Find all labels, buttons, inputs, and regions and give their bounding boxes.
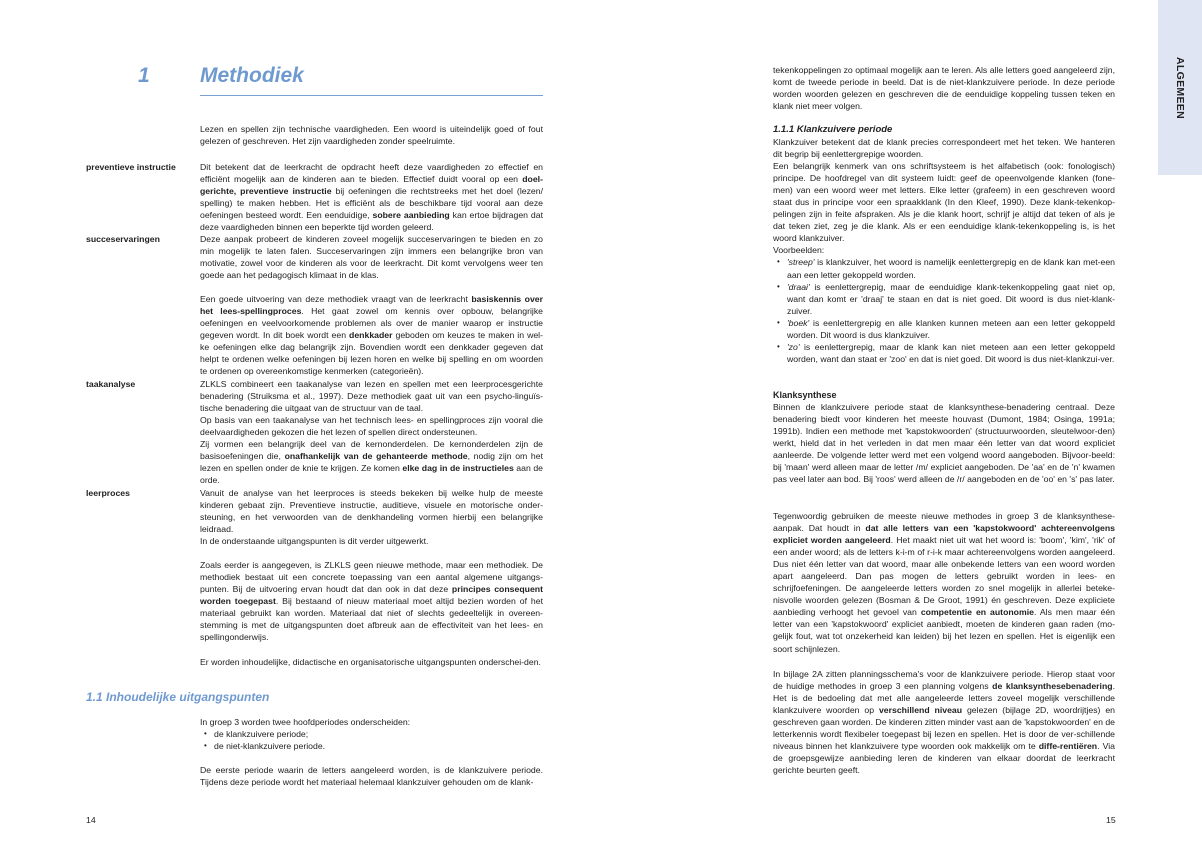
examples-list [773,256,1115,364]
margin-label-taakanalyse: taakanalyse [86,379,136,389]
section-tab-label: ALGEMEEN [1174,57,1186,119]
text-run: aan de orde. [200,463,543,486]
period-item: • de klankzuivere periode; [200,728,543,740]
margin-label-preventieve-instructie: preventieve instructie [86,162,176,172]
bold-phrase: principes consequent worden toegepast [200,584,543,607]
text-run: Tegenwoordig gebruiken de meeste nieuwe methodes in groep 3 de klanksynthese-aanpak. Dat houdt in [773,511,1115,534]
leerproces-paragraph [200,487,543,535]
example-item [773,317,1115,341]
subheading-1-1-1: 1.1.1 Klankzuivere periode [773,124,893,135]
bold-phrase: onafhankelijk van de gehanteerde methode [284,451,468,462]
bold-phrase: dat alle letters van een 'kapstokwoord' achtereenvolgens expliciet worden aangeleerd [773,523,1115,546]
klankzuiver-paragraph-1: Klankzuiver betekent dat de klank precies correspondeert met het teken. We hanteren dit begrip bij eenlettergrepige woorden. [773,137,1115,160]
text-run: kan ertoe bijdragen dat deze vaardigheden binnen een beperkte tijd worden geleerd. [200,210,543,233]
bold-phrase: competentie en autonomie [920,607,1034,618]
example-text: is eenlettergrepig, maar de eenduidige klank-tekenkoppeling gaat niet op, want dan komt er 'draaj' te staan en dat is niet goed. Dit woord is dus niet-klank-zuiver. [787,281,1115,316]
text-run: Vanuit de analyse van het leerproces is steeds bekeken bij welke hulp de meeste kinderen gebaat zijn. Preventieve instructie, auditieve, visuele en motorische onder-steuning, en het verwoorden van de denkhandeling vormen hierbij een belangrijke leidraad. [200,488,543,535]
example-item [773,281,1115,317]
bold-phrase: basiskennis over het lees-spellingproces [200,294,543,317]
example-text: is eenlettergrepig, maar de klank kan niet meteen aan een letter gekoppeld worden, want dan staat er 'zoo' en dat is niet goed. Dit woord is dus niet-klankzui-ver. [787,341,1115,364]
text-run: bij oefeningen die rechtstreeks met het doel (lezen/ spelling) te maken hebben. Het is efficiënt als de beschikbare tijd vooral aan deze oefeningen besteed wordt. Een eenduidige, [200,186,544,221]
continuation-paragraph: tekenkoppelingen zo optimaal mogelijk aan te leren. Als alle letters goed aangeleerd zijn, komt de tweede periode in beeld. Dat is de niet-klankzuivere periode. In deze periode worden woorden gelezen en geschreven die de eenduidige koppeling tussen teken en klank niet meer volgen. [773,65,1115,112]
paragraph-succeservaringen [200,233,543,281]
margin-label-leerproces: leerproces [86,488,130,498]
example-item [773,256,1115,280]
klanksynthese-paragraph-3 [773,668,1115,776]
closing-paragraph: De eerste periode waarin de letters aangeleerd worden, is de klankzuivere periode. Tijdens deze periode wordt het materiaal helemaal klankzuiver gehouden om de klank- [200,765,543,788]
text-run: Zoals eerder is aangegeven, is ZLKLS geen nieuwe methode, maar een methodiek. De methodiek bestaat uit een concrete toepassing van een aantal algemene uitgangs-punten. Bij de uitvoering ervan houdt dat dan ook in dat deze [200,560,543,595]
text-run: Dit betekent dat de leerkracht de opdracht heeft deze vaardigheden zo effectief en efficiënt mogelijk aan de kinderen aan te bieden. Effectief duidt vooral op een [200,162,543,185]
text-run: In de onderstaande uitgangspunten is dit verder uitgewerkt. [200,536,429,547]
section-heading-1-1: 1.1 Inhoudelijke uitgangspunten [86,690,270,704]
bold-phrase: doel-gerichte, preventieve instructie [200,174,543,197]
text-run: gelezen (bijlage 2D, woordrijtjes) en geschreven gaan worden. De kinderen zitten minder vast aan de 'kapstokwoorden' en de letterkennis wordt flexibeler toegepast bij lezen en spellen. Het is door de ver-schillende niveaus binnen het klankzuivere type woorden ook makkelijk om te [773,705,1115,752]
text-run: Op basis van een taakanalyse van het technisch lees- en spellingproces zijn vooral die deelvaardigheden gekozen die het lezen of spellen direct ondersteunen. [200,415,543,438]
text-run: ZLKLS combineert een taakanalyse van lezen en spellen met een leerprocesgerichte benadering (Struiksma et al., 1997). Deze methodiek gaat uit van een psycho-linguïs-tische benadering die uitgaat van de structuur van de taal. [200,379,543,414]
chapter-title: Methodiek [200,64,304,87]
bold-phrase: verschillend niveau [878,705,963,716]
text-run: . Het is de bedoeling dat met alle aangeleerde letters zoveel mogelijk verschillende klankzuivere woorden op [773,681,1115,716]
text-run: Een goede uitvoering van deze methodiek vraagt van de leerkracht [200,294,472,304]
text-run: , nodig zijn om het lezen en spellen onder de knie te krijgen. Ze komen [200,451,543,474]
bold-phrase: sobere aanbieding [372,210,450,221]
periods-block [200,716,543,752]
klankzuiver-paragraph-2: Een belangrijk kenmerk van ons schriftsysteem is het alfabetisch (ook: fonologisch) principe. De hoofdregel van dit systeem luidt: geef de opeenvolgende klanken (fone-men) van een woord weer met letters. Elke letter (grafeem) in een geschreven woord staat dus in principe voor een spraakklank (In den Kleef, 1990). Deze klank-tekenkop-pelingen zijn in feite afspraken. Als je die klank hoort, schrijf je altijd dat teken of als je dat teken ziet, zeg je die klank. Als er een eenduidige klank-tekenkoppeling is, is het woord klankzuiver. [773,161,1115,244]
text-run: . Via de groepsgewijze aanbieding leren de kinderen van elkaar doordat de leerkracht gerichte beurten geeft. [773,741,1115,776]
text-run: . Als men maar één letter van een 'kapstokwoord' expliciet aanbiedt, moeten de kinderen gaan raden (mo-gelijk fout, wat tot onzekerheid kan leiden) bij het lezen en spellen. Het is eigenlijk een soort schijnlezen. [773,607,1115,654]
bold-phrase: denkkader [349,330,393,341]
example-word: 'streep' [787,257,815,268]
periods-intro: In groep 3 worden twee hoofdperiodes onderscheiden: [200,717,411,727]
periods-list [200,728,543,752]
taakanalyse-paragraph [200,414,543,438]
example-word: 'draai' [787,281,810,292]
taakanalyse-paragraph [200,438,543,486]
intro-paragraph: Lezen en spellen zijn technische vaardigheden. Een woord is uiteindelijk goed of fout gelezen of geschreven. Het zijn vaardigheden zonder speelruimte. [200,124,543,147]
text-run: geboden om keuzes te maken in wel-ke oefeningen elke dag belangrijk zijn. Bovendien wordt een denkkader gegeven dat helpt te ordenen welke oefeningen bij lezen horen en welke bij spelling en om woorden te ordenen op overeenkomstige kenmerken (categorieën). [200,330,543,377]
example-word: 'zo' [787,341,800,352]
taakanalyse-paragraph [200,378,543,414]
text-run: . Het maakt niet uit wat het woord is: 'boom', 'kim', 'rik' of een ander woord; als de letters k-i-m of r-i-k maar achtereenvolgens worden aangeleerd. Dus niet één letter van dat woord, maar alle onbekende letters van een woord worden apart aangeleerd. Dan pas mogen de letters gebruikt worden in lees- en schrijfoefeningen. De aangeleerde letters worden zo snel mogelijk in allerlei beteke-nisvolle woorden gelezen (Bosman & De Groot, 1991) én geschreven. Deze expliciete aanbieding verhoogt het gevoel van [773,535,1115,618]
klanksynthese-paragraph-1: Binnen de klankzuivere periode staat de klanksynthese-benadering centraal. Deze benadering biedt voor kinderen het meeste houvast (Dumont, 1984; Osinga, 1991a; 1991b). Indien een methode met 'kapstokwoorden' (structuurwoorden, sleutelwoor-den) werkt, hield dat in het verleden in dat men maar één letter van dat woord expliciet aanleerde. De volgende letter werd met een volgend woord aangeboden. Bijvoor-beeld: bij 'maan' werd alleen maar de letter /m/ expliciet aangeboden. De 'aa' en de 'n' kwamen pas veel later aan bod. Bij 'roos' werd alleen de /r/ aangeboden en de 'oo' en 's' pas later. [773,402,1115,485]
klanksynthese-paragraph-2 [773,510,1115,655]
bold-phrase: elke dag in de instructieles [402,463,514,474]
klankzuiver-block [773,136,1115,365]
margin-label-succeservaringen: succeservaringen [86,234,160,244]
page-number-left: 14 [86,815,96,825]
paragraph-methodiek-uitgangspunten [200,559,543,643]
leerproces-paragraph [200,535,543,547]
chapter-number: 1 [138,64,150,87]
example-word: 'boek' [787,317,810,328]
klanksynthese-heading: Klanksynthese [773,390,837,400]
example-item [773,341,1115,365]
text-run: Deze aanpak probeert de kinderen zoveel mogelijk succeservaringen te bieden en zo min mogelijk te laten falen. Succeservaringen zijn immers een belangrijke bron van motivatie, zowel voor de kinderen als voor de leerkracht. Dit komt vervolgens weer ten goede aan het pedagogisch klimaat in de klas. [200,234,543,281]
examples-label: Voorbeelden: [773,245,825,256]
text-run: . Bij bestaand of nieuw materiaal moet altijd bezien worden of het materiaal gebruikt kan worden. Materiaal dat niet of slechts gedeeltelijk in overeen-stemming is met de uitgangspunten doet afbreuk aan de effectiviteit van het lees- en spellingonderwijs. [200,596,543,643]
paragraph-uitgangspunten-soorten [200,656,543,668]
text-run: In bijlage 2A zitten planningsschema's voor de klankzuivere periode. Hierop staat voor de huidige methodes in groep 3 een planning volgens [773,669,1115,692]
paragraphs-taakanalyse [200,378,543,486]
bold-phrase: de klanksynthesebenadering [992,681,1113,692]
section-tab-algemeen[interactable] [1158,0,1202,175]
text-run: Er worden inhoudelijke, didactische en organisatorische uitgangspunten onderschei-den. [200,657,541,667]
paragraph-basiskennis [200,293,543,377]
example-text: is eenlettergrepig en alle klanken kunnen meteen aan een letter gekoppeld worden. Dit woord is dus klankzuiver. [787,317,1115,340]
text-run: Zij vormen een belangrijk deel van de kernonderdelen. De kernonderdelen zijn de basisoefeningen die, [200,439,543,462]
example-text: is klankzuiver, het woord is namelijk eenlettergrepig en de klank kan met-een aan een letter gekoppeld worden. [787,257,1115,280]
chapter-title-rule [200,95,543,96]
page-number-right: 15 [1106,815,1116,825]
paragraph-preventieve-instructie [200,161,543,233]
bold-phrase: diffe-rentiëren [1038,741,1098,752]
paragraphs-leerproces [200,487,543,547]
text-run: . Het gaat zowel om kennis over opbouw, belangrijke oefeningen en veelvoorkomende problemen als over de manier waarop er instructie gegeven wordt. In dit boek wordt een [200,306,543,341]
period-item: • de niet-klankzuivere periode. [200,740,543,752]
